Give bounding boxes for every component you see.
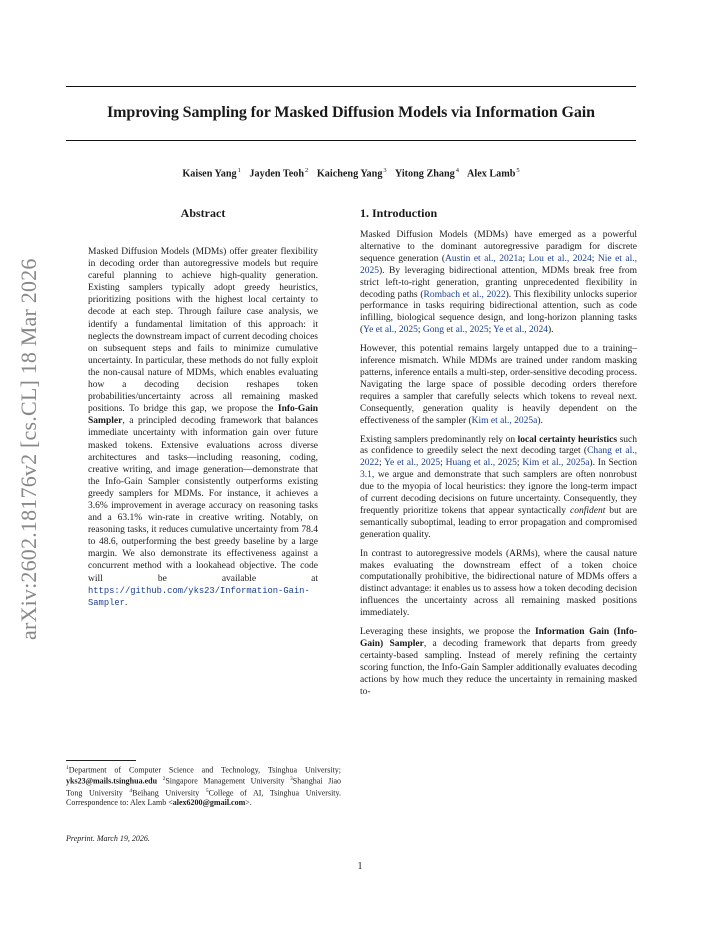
title-top-rule	[66, 86, 636, 87]
bold-term: Information Gain (Info-Gain) Sampler	[360, 627, 637, 649]
footnote-rule	[66, 760, 136, 761]
bold-term: local certainty heuristics	[517, 434, 618, 445]
citation-link[interactable]: Austin et al., 2021a	[445, 253, 523, 264]
citation-link[interactable]: Ye et al., 2025	[384, 458, 441, 469]
paper-title: Improving Sampling for Masked Diffusion Models via Information Gain	[107, 104, 595, 121]
citation-link[interactable]: Rombach et al., 2022	[423, 289, 506, 300]
citation-link[interactable]: Huang et al., 2025	[445, 458, 517, 469]
author-name: Kaicheng Yang	[316, 168, 383, 180]
arxiv-stamp: arXiv:2602.18176v2 [cs.CL] 18 Mar 2026	[16, 258, 41, 640]
paragraph: Masked Diffusion Models (MDMs) have emerged as a powerful alternative to the dominant autoregressive paradigm for discrete sequence generation (Austin et al., 2021a; Lou et al., 2024; Nie et al., 2025). By leveraging bidirectional attention, MDMs break free from strict left-to-right generation, granting unprecedented flexibility in decoding paths (Rombach et al., 2022). This flexibility unlocks superior performance in tasks requiring bidirectional attention, such as code infilling, biological sequence design, and long-horizon planning tasks (Ye et al., 2025; Gong et al., 2025; Ye et al., 2024).	[360, 230, 638, 336]
author-name: Alex Lamb	[467, 168, 516, 180]
title-bottom-rule	[66, 140, 636, 141]
affiliation-footnote: $^1$Department of Computer Science and Technology, Tsinghua University; yks23@mails.tsinghua.edu $^2$Singapore Management University $^3$Shanghai Jiao Tong University $^4$Beihang University $^5$College of AI, Tsinghua University. Correspondence to: Alex Lamb <alex6200@gmail.com>.	[66, 765, 341, 808]
citation-link[interactable]: Kim et al., 2025a	[522, 458, 590, 469]
citation-link[interactable]: Nie et al., 2025	[360, 253, 638, 276]
abstract-body: Masked Diffusion Models (MDMs) offer greater flexibility in decoding order than autoregressive models but require careful planning to achieve high-quality generation. Existing samplers typically adopt greedy heuristics, prioritizing positions with the highest local certainty to decode at each step. Through failure case analysis, we identify a fundamental limitation of this approach: it neglects the downstream impact of current decoding choices on subsequent steps and fails to minimize cumulative uncertainty. In particular, these methods do not fully exploit the non-causal nature of MDMs, which enables evaluating how a decoding decision reshapes token probabilities/uncertainty across all remaining masked positions. To bridge this gap, we propose the Info-Gain Sampler, a principled decoding framework that balances immediate uncertainty with information gain over future masked tokens. Extensive evaluations across diverse architectures and tasks—including reasoning, coding, creative writing, and image generation—demonstrate that the Info-Gain Sampler consistently outperforms existing greedy samplers for MDMs. For instance, it achieves a 3.6% improvement in average accuracy on reasoning tasks and a 63.1% win-rate in creative writing. Notably, on reasoning tasks, it reduces cumulative uncertainty from 78.4 to 48.6, outperforming the best greedy baseline by a large margin. We also demonstrate its effectiveness against a concurrent method with a lookahead objective. The code will be available at https://github.com/yks23/Information-Gain-Sampler.	[88, 247, 318, 608]
preprint-note: Preprint. March 19, 2026.	[66, 834, 150, 843]
section-heading: 1. Introduction	[360, 206, 438, 220]
email: alex6200@gmail.com	[172, 798, 246, 808]
citation-link[interactable]: Chang et al., 2022	[360, 446, 637, 469]
abstract-heading: Abstract	[180, 206, 226, 220]
italic-term: confident	[569, 505, 606, 516]
email: yks23@mails.tsinghua.edu	[66, 777, 158, 787]
code-link[interactable]: https://github.com/yks23/Information-Gain-Sampler	[88, 585, 310, 608]
intro-body	[360, 230, 637, 706]
author-name: Yitong Zhang	[394, 168, 455, 180]
citation-link[interactable]: Ye et al., 2025	[363, 325, 418, 336]
author-name: Kaisen Yang	[182, 168, 237, 180]
paragraph: Leveraging these insights, we propose the Information Gain (Info-Gain) Sampler, a decoding framework that departs from greedy certainty-based sampling. Instead of merely refining the certainty scoring function, the Info-Gain Sampler additionally evaluates decoding actions by how much they reduce the uncertainty in remaining masked to-	[360, 627, 637, 697]
paragraph: However, this potential remains largely untapped due to a training–inference mismatch. While MDMs are trained under random masking patterns, inference entails a multi-step, order-sensitive decoding process. Navigating the large space of possible decoding orders therefore requires a sampler that carefully selects which tokens to reveal next. Consequently, generation quality is heavily dependent on the effectiveness of the sampler (Kim et al., 2025a).	[360, 344, 637, 426]
citation-link[interactable]: Kim et al., 2025a	[471, 415, 538, 426]
paragraph: In contrast to autoregressive models (ARMs), where the causal nature makes evaluating the downstream effect of a token choice computationally prohibitive, the bidirectional nature of MDMs offers a distinct advantage: it enables us to assess how a token decoding decision influences the uncertainty across all remaining masked positions immediately.	[360, 548, 637, 619]
paragraph: Existing samplers predominantly rely on local certainty heuristics such as confidence to greedily select the next decoding target (Chang et al., 2022; Ye et al., 2025; Huang et al., 2025; Kim et al., 2025a). In Section 3.1, we argue and demonstrate that such samplers are often nonrobust due to the myopia of local heuristics: they ignore the long-term impact of current decoding decisions on future uncertainty. Consequently, they frequently prioritize tokens that appear syntactically confident but are semantically suboptimal, leading to error propagation and compromised generation quality.	[360, 434, 638, 540]
citation-link[interactable]: Ye et al., 2024	[493, 325, 548, 336]
author-name: Jayden Teoh	[249, 168, 305, 180]
page-number: 1	[357, 861, 363, 872]
citation-link[interactable]: 3.1	[360, 470, 372, 481]
citation-link[interactable]: Lou et al., 2024	[528, 253, 592, 264]
citation-link[interactable]: Gong et al., 2025	[422, 325, 489, 336]
author-list: Kaisen Yang$^1$ Jayden Teoh$^2$ Kaicheng Yang$^3$ Yitong Zhang$^4$ Alex Lamb$^5$	[182, 167, 520, 180]
